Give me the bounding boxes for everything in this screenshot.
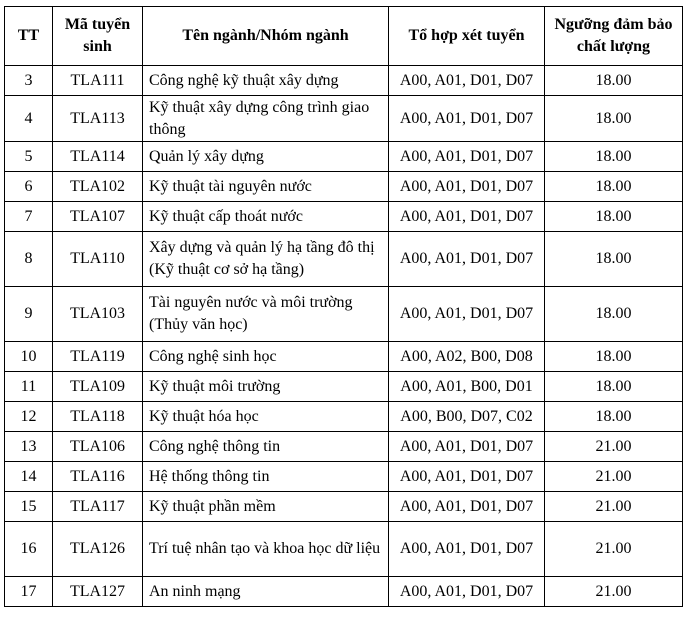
cell-name: Hệ thống thông tin <box>143 462 389 492</box>
cell-code: TLA117 <box>53 492 143 522</box>
table-row <box>5 342 683 372</box>
cell-combo: A00, A01, B00, D01 <box>389 372 545 402</box>
cell-code: TLA110 <box>53 232 143 287</box>
cell-tt: 7 <box>5 202 53 232</box>
cell-name: Kỹ thuật hóa học <box>143 402 389 432</box>
cell-score: 18.00 <box>545 287 683 342</box>
cell-code: TLA111 <box>53 66 143 96</box>
cell-code: TLA119 <box>53 342 143 372</box>
header-score: Ngưỡng đảm bảo chất lượng <box>545 7 683 66</box>
cell-name: An ninh mạng <box>143 577 389 607</box>
table-row <box>5 522 683 577</box>
cell-tt: 15 <box>5 492 53 522</box>
table-row <box>5 66 683 96</box>
cell-tt: 10 <box>5 342 53 372</box>
admission-threshold-table <box>4 6 683 607</box>
cell-combo: A00, A02, B00, D08 <box>389 342 545 372</box>
cell-name: Quản lý xây dựng <box>143 142 389 172</box>
cell-tt: 6 <box>5 172 53 202</box>
cell-score: 18.00 <box>545 402 683 432</box>
table-row <box>5 172 683 202</box>
header-combo: Tổ hợp xét tuyển <box>389 7 545 66</box>
cell-score: 21.00 <box>545 577 683 607</box>
table-row <box>5 577 683 607</box>
cell-combo: A00, A01, D01, D07 <box>389 462 545 492</box>
cell-combo: A00, A01, D01, D07 <box>389 577 545 607</box>
cell-score: 18.00 <box>545 202 683 232</box>
cell-score: 18.00 <box>545 172 683 202</box>
cell-code: TLA107 <box>53 202 143 232</box>
cell-name: Kỹ thuật cấp thoát nước <box>143 202 389 232</box>
table-row <box>5 96 683 142</box>
cell-name: Công nghệ sinh học <box>143 342 389 372</box>
cell-score: 18.00 <box>545 342 683 372</box>
cell-score: 18.00 <box>545 66 683 96</box>
cell-name: Kỹ thuật xây dựng công trình giao thông <box>143 96 389 142</box>
cell-name: Xây dựng và quản lý hạ tầng đô thị (Kỹ thuật cơ sở hạ tầng) <box>143 232 389 287</box>
table-row <box>5 142 683 172</box>
cell-tt: 3 <box>5 66 53 96</box>
cell-score: 21.00 <box>545 492 683 522</box>
cell-combo: A00, A01, D01, D07 <box>389 232 545 287</box>
cell-name: Trí tuệ nhân tạo và khoa học dữ liệu <box>143 522 389 577</box>
header-tt: TT <box>5 7 53 66</box>
cell-name: Công nghệ thông tin <box>143 432 389 462</box>
cell-code: TLA127 <box>53 577 143 607</box>
cell-name: Công nghệ kỹ thuật xây dựng <box>143 66 389 96</box>
cell-combo: A00, A01, D01, D07 <box>389 287 545 342</box>
cell-tt: 4 <box>5 96 53 142</box>
cell-code: TLA109 <box>53 372 143 402</box>
table-row <box>5 372 683 402</box>
cell-score: 18.00 <box>545 96 683 142</box>
cell-tt: 17 <box>5 577 53 607</box>
cell-score: 21.00 <box>545 522 683 577</box>
cell-code: TLA116 <box>53 462 143 492</box>
cell-tt: 8 <box>5 232 53 287</box>
cell-tt: 13 <box>5 432 53 462</box>
cell-combo: A00, A01, D01, D07 <box>389 66 545 96</box>
cell-score: 18.00 <box>545 232 683 287</box>
cell-tt: 14 <box>5 462 53 492</box>
cell-combo: A00, A01, D01, D07 <box>389 522 545 577</box>
cell-score: 18.00 <box>545 372 683 402</box>
cell-code: TLA113 <box>53 96 143 142</box>
cell-tt: 11 <box>5 372 53 402</box>
cell-combo: A00, A01, D01, D07 <box>389 492 545 522</box>
table-header-row <box>5 7 683 66</box>
cell-combo: A00, A01, D01, D07 <box>389 202 545 232</box>
cell-combo: A00, A01, D01, D07 <box>389 96 545 142</box>
cell-tt: 5 <box>5 142 53 172</box>
cell-name: Kỹ thuật phần mềm <box>143 492 389 522</box>
cell-code: TLA114 <box>53 142 143 172</box>
admission-table-container <box>4 6 683 607</box>
cell-combo: A00, A01, D01, D07 <box>389 172 545 202</box>
table-row <box>5 287 683 342</box>
table-row <box>5 402 683 432</box>
cell-tt: 16 <box>5 522 53 577</box>
cell-tt: 12 <box>5 402 53 432</box>
cell-name: Kỹ thuật tài nguyên nước <box>143 172 389 202</box>
table-row <box>5 462 683 492</box>
cell-combo: A00, A01, D01, D07 <box>389 432 545 462</box>
table-row <box>5 202 683 232</box>
header-name: Tên ngành/Nhóm ngành <box>143 7 389 66</box>
cell-code: TLA103 <box>53 287 143 342</box>
cell-name: Tài nguyên nước và môi trường (Thủy văn học) <box>143 287 389 342</box>
cell-combo: A00, B00, D07, C02 <box>389 402 545 432</box>
cell-tt: 9 <box>5 287 53 342</box>
table-row <box>5 232 683 287</box>
table-row <box>5 432 683 462</box>
cell-score: 18.00 <box>545 142 683 172</box>
header-code: Mã tuyển sinh <box>53 7 143 66</box>
cell-name: Kỹ thuật môi trường <box>143 372 389 402</box>
cell-score: 21.00 <box>545 462 683 492</box>
cell-code: TLA106 <box>53 432 143 462</box>
cell-combo: A00, A01, D01, D07 <box>389 142 545 172</box>
cell-code: TLA118 <box>53 402 143 432</box>
cell-code: TLA102 <box>53 172 143 202</box>
cell-code: TLA126 <box>53 522 143 577</box>
table-row <box>5 492 683 522</box>
cell-score: 21.00 <box>545 432 683 462</box>
